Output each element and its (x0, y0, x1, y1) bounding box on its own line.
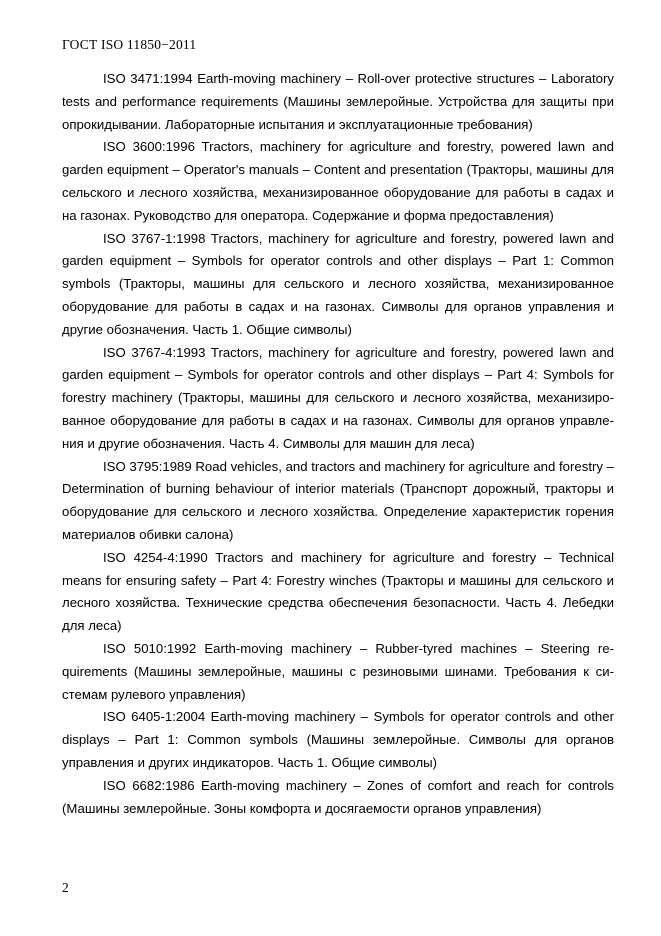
reference-iso-3767-4: ISO 3767-4:1993 Tractors, machinery for agriculture and forestry, powered lawn and garden equipment – Symbols for operator controls and other displays – Part 4: Symbols for forestry machinery (Тракторы, машины для сельского и лесного хозяйства, механизированное оборудование для работы в садах и на газонах. Символы для органов управления и другие обозначения. Часть 4. Символы для машин для леса) (62, 344, 614, 451)
reference-iso-4254-4: ISO 4254-4:1990 Tractors and machinery for agriculture and forestry – Technical means for ensuring safety – Part 4: Forestry winches (Тракторы и машины для сельского и лесного хозяйства. Технические средства обеспечения безопасности. Часть 4. Лебедки для леса) (62, 549, 614, 634)
page-header-standard: ГОСТ ISO 11850−2011 (62, 37, 197, 52)
reference-iso-5010: ISO 5010:1992 Earth-moving machinery – Rubber-tyred machines – Steering requirements (Машины землеройные, машины с резиновыми шинами. Требования к системам рулевого управления) (62, 640, 614, 702)
normative-references-list (62, 68, 614, 820)
reference-iso-6405-1: ISO 6405-1:2004 Earth-moving machinery – Symbols for operator controls and other displays – Part 1: Common symbols (Машины землеройные. Символы для органов управления и других индикаторов. Часть 1. Общие символы) (62, 709, 614, 770)
reference-iso-3471: ISO 3471:1994 Earth-moving machinery – Roll-over protective structures – Laboratory tests and performance requirements (Машины землеройные. Устройства для защиты при опрокидывании. Лабораторные испытания и эксплуатационные требования) (62, 71, 614, 132)
reference-iso-6682: ISO 6682:1986 Earth-moving machinery – Zones of comfort and reach for controls (Машины землеройные. Зоны комфорта и досягаемости органов управления) (62, 777, 614, 816)
reference-iso-3600: ISO 3600:1996 Tractors, machinery for agriculture and forestry, powered lawn and garden equipment – Operator's manuals – Content and presentation (Тракторы, машины для сельского и лесного хозяйства, механизированное оборудование для работы в садах и на газонах. Руководство для оператора. Содержание и форма предоставления) (62, 139, 614, 223)
reference-iso-3767-1: ISO 3767-1:1998 Tractors, machinery for agriculture and forestry, powered lawn and garden equipment – Symbols for operator controls and other displays – Part 1: Common symbols (Тракторы, машины для сельского и лесного хозяйства, механизированное оборудование для работы в садах и на газонах. Символы для органов управления и другие обозначения. Часть 1. Общие символы) (62, 230, 614, 337)
page-number: 2 (62, 880, 69, 895)
reference-iso-3795: ISO 3795:1989 Road vehicles, and tractors and machinery for agriculture and forestry – Determination of burning behaviour of interior materials (Транспорт дорожный, тракторы и оборудование для сельского и лесного хозяйства. Определение характеристик горения материалов обивки салона) (62, 458, 614, 542)
